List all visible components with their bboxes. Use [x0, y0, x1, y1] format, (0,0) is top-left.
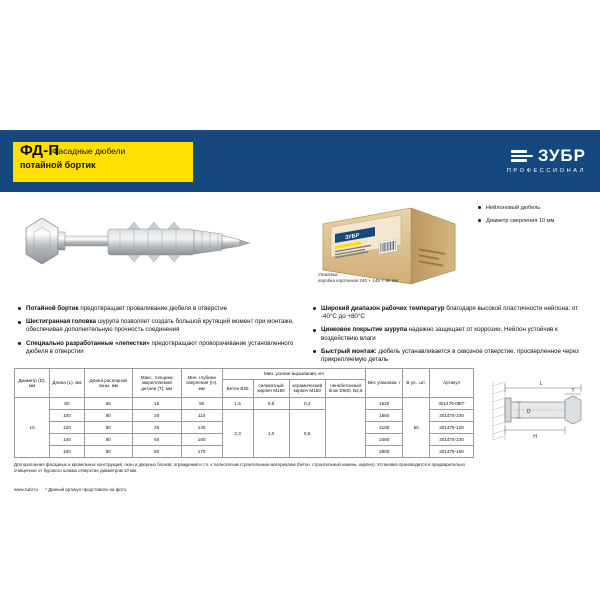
th-qty: В уп., шт. [403, 369, 430, 398]
packing-note [318, 272, 398, 284]
cell-zone: 80 [84, 434, 132, 446]
feature-title: Шестигранная головка [26, 318, 96, 326]
product-type: потайной бортик [20, 160, 96, 170]
brand-name: ЗУБР [537, 146, 586, 165]
feature-item [18, 340, 298, 356]
cell-thickness: 60 [132, 434, 181, 446]
th-zone: Длина распорной зоны, мм [84, 369, 132, 398]
feature-item [313, 326, 593, 342]
cell-depth: 130 [181, 422, 222, 434]
website-link[interactable]: www.zubr.ru [14, 487, 38, 492]
logo-bars-icon [511, 148, 533, 164]
box-feature-list [478, 204, 593, 230]
feature-text: дюбель устанавливается в сквозное отверстие, просверленное через прикрепляемую деталь [321, 347, 579, 364]
brand-logo [507, 146, 586, 174]
cell-length: 100 [50, 410, 85, 422]
cell-qty: 50 [403, 398, 430, 458]
cell-silicate: 1,0 [253, 410, 289, 458]
cell-article: 301475-080* [430, 398, 474, 410]
table-row [15, 398, 474, 410]
technical-drawing [485, 368, 590, 454]
cell-article: 301475-160 [430, 446, 474, 458]
brand-tagline: ПРОФЕССИОНАЛ [506, 168, 586, 174]
th-diameter: Диаметр (D), мм [15, 369, 50, 398]
dimension-H-label: H [533, 434, 537, 440]
cell-zone: 80 [84, 410, 132, 422]
feature-title: Потайной бортик [26, 305, 79, 312]
th-article: Артикул [430, 369, 474, 398]
feature-text: предотвращают проворачивание установленного дюбеля в отверстии [26, 339, 294, 355]
cell-thickness: 80 [132, 446, 181, 458]
cell-silicate: 0,8 [253, 398, 289, 410]
cell-depth: 110 [181, 410, 222, 422]
cell-thickness: 20 [132, 410, 181, 422]
cell-aerated [326, 398, 366, 458]
features-right-column [313, 305, 593, 369]
cell-weight: 1860 [366, 410, 403, 422]
cell-thickness: 15 [132, 398, 181, 410]
specification-table [14, 368, 474, 458]
th-beton: Бетон В25 [222, 379, 253, 397]
cell-beton: 1,6 [222, 398, 253, 410]
packing-label: Упаковка: [318, 272, 339, 277]
feature-title: Быстрый монтаж: [321, 347, 377, 355]
box-feature-label: Нейлоновый дюбель [486, 205, 541, 211]
feature-title: Цинковое покрытие шурупа [321, 326, 408, 334]
feature-item [313, 348, 593, 364]
footnote-text: Данный артикул представлен на фото. [48, 487, 128, 492]
cell-diameter: 10 [15, 398, 50, 458]
table-header-row [15, 369, 474, 380]
features-left-column [18, 305, 298, 361]
cell-beton: 2,3 [222, 410, 253, 458]
feature-text: предотвращает проваливание дюбеля в отверстие [78, 305, 228, 312]
cell-weight: 2850 [366, 446, 403, 458]
dimension-L-label: L [539, 381, 543, 387]
box-feature-item [478, 204, 593, 212]
feature-title: Специально разработанные «лепестки» [26, 339, 150, 347]
cell-ceramic: 0,4 [289, 398, 326, 410]
cell-weight: 2180 [366, 422, 403, 434]
dimension-T-label: T [571, 388, 575, 394]
cell-weight: 1520 [366, 398, 403, 410]
cell-article: 301475-140 [430, 434, 474, 446]
product-photo [8, 196, 308, 296]
feature-item [18, 305, 298, 313]
feature-item [18, 318, 298, 334]
feature-item [313, 305, 593, 321]
th-aerated: пенобетонный блок D600, В2,5 [326, 379, 366, 397]
th-length: Длина (L), мм [50, 369, 85, 398]
feature-text: благодаря высокой пластичности нейлона: от -40°С до +80°С [321, 305, 579, 321]
cell-length: 160 [50, 446, 85, 458]
packing-value: коробка картонная 240 × 145 × 90 мм [318, 278, 398, 283]
cell-zone: 65 [84, 398, 132, 410]
cell-length: 140 [50, 434, 85, 446]
box-feature-label: Диаметр сверления 10 мм [486, 218, 555, 224]
footnote-star: * [45, 487, 47, 492]
feature-text: шурупа позволяет создать большой крутящий момент при монтаже, обеспечивая дополнительную прочность соединения [26, 318, 294, 334]
cell-article: 301475-100 [430, 410, 474, 422]
cell-length: 80 [50, 398, 85, 410]
svg-text:ЗУБР: ЗУБР [345, 232, 360, 242]
dimension-D-label: D [527, 409, 531, 415]
th-ceramic: керамический кирпич М150 [289, 379, 326, 397]
cell-zone: 80 [84, 422, 132, 434]
th-pullout-group: Мин. усилие вырывания, кН [222, 369, 366, 380]
cell-depth: 90 [181, 398, 222, 410]
th-weight: Вес упаковки, г [366, 369, 403, 398]
th-thickness: Макс. толщина закрепляемой детали (Т), мм [132, 369, 181, 398]
feature-text: надежно защищает от коррозии. Нейлон устойчив к воздействию влаги [321, 326, 558, 342]
cell-weight: 2480 [366, 434, 403, 446]
box-feature-item [478, 217, 593, 225]
cell-ceramic: 0,5 [289, 410, 326, 458]
product-name: Фасадные дюбели [52, 146, 126, 156]
application-note: Для крепления фасадных и кровельных конструкций, окон и дверных блоков, ограждений и т.п. к полнотелым строительным материалам (бетон, строительный камень, кирпич). Установка производится в предварительно очищенное от бурового шлама отверстие диаметром 10 мм. [14, 462, 465, 473]
cell-depth: 170 [181, 446, 222, 458]
cell-length: 120 [50, 422, 85, 434]
cell-zone: 80 [84, 446, 132, 458]
feature-title: Широкий диапазон рабочих температур [321, 305, 445, 312]
cell-article: 301475-120 [430, 422, 474, 434]
product-code: ФД-П [20, 142, 60, 159]
cell-depth: 150 [181, 434, 222, 446]
th-depth: Мин. глубина сверления (Н), мм [181, 369, 222, 398]
footer [14, 487, 127, 492]
cell-thickness: 40 [132, 422, 181, 434]
th-silicate: силикатный кирпич М150 [253, 379, 289, 397]
